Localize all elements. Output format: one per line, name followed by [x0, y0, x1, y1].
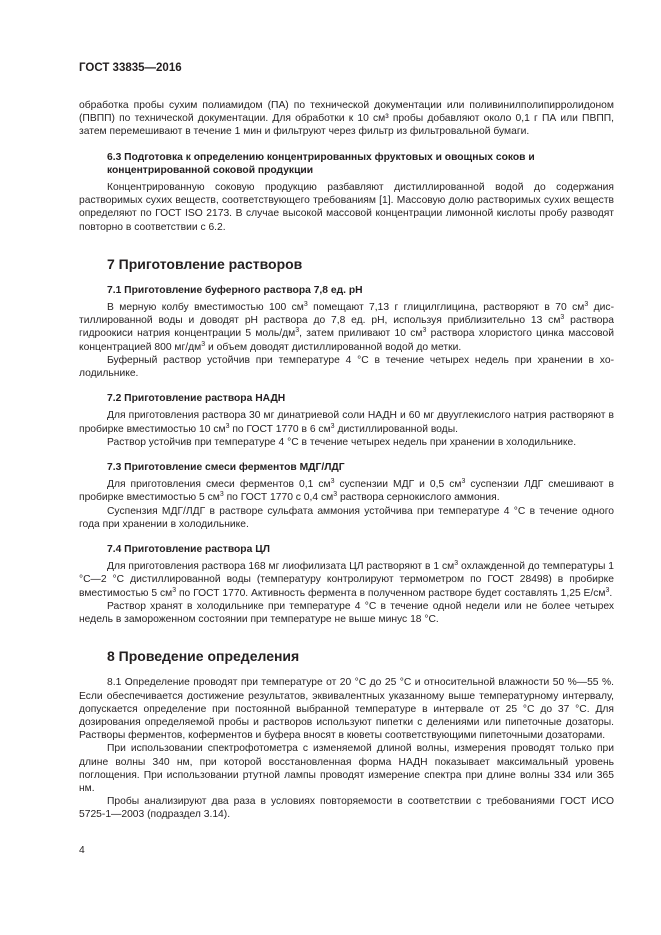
section-8-paragraph-2: При использовании спектрофотометра с изменяемой длиной волны, измерения проводят только при длине волны 340 нм, при которой восстановленная форма НАДН показывает максимальный уровень поглощения. При использовании ртутной лампы проводят измерение спектра при длине волны 334 или 365 нм. — [79, 743, 614, 794]
section-7-1-paragraph-2: Буферный раствор устойчив при температуре 4 °С в течение четырех недель при хранении в холодильнике. — [79, 354, 614, 380]
section-7-1-title: 7.1 Приготовление буферного раствора 7,8 ед. pH — [107, 284, 363, 296]
section-6-3-paragraph: Концентрированную соковую продукцию разбавляют дистиллированной водой до содержания растворимых сухих веществ, соответствующего требованиям [1]. Массовую долю растворимых сухих веществ определяют по ГОСТ ISO 2173. В случае высокой массовой концентрации лимонной кислоты пробу разводят повторно в соответствии с 6.2. — [79, 182, 614, 233]
section-7-4-paragraph-2: Раствор хранят в холодильнике при температуре 4 °С в течение одной недели или не более четырех недель в замороженном состоянии при температуре не выше минус 18 °С. — [79, 600, 614, 626]
document-page — [79, 62, 614, 822]
page-number: 4 — [79, 845, 85, 856]
section-7-2-title: 7.2 Приготовление раствора НАДН — [107, 393, 286, 405]
section-7-3-paragraph-1: Для приготовления смеси ферментов 0,1 $см^3$ суспензии МДГ и 0,5 $см^3$ суспензии ЛДГ смешивают в пробирке вместимостью 5 $см^3$ по ГОСТ 1770 с 0,4 $см^3$ раствора сернокислого аммония. — [79, 478, 614, 504]
section-7-3-title: 7.3 Приготовление смеси ферментов МДГ/ЛДГ — [107, 462, 345, 474]
section-7-4-paragraph-1: Для приготовления раствора 168 мг лиофилизата ЦЛ растворяют в 1 $см^3$ охлажденной до температуры 1 °С—2 °С дистиллированной воды (температуру контролируют термометром по ГОСТ 28498) в пробирке вместимостью 5 $см^3$ по ГОСТ 1770. Активность фермента в полученном растворе будет составлять 1,25 $Е/см^3$. — [79, 560, 614, 599]
section-8-paragraph-3: Пробы анализируют два раза в условиях повторяемости в соответствии с требованиями ГОСТ ИСО 5725-1—2003 (подраздел 3.14). — [79, 796, 614, 821]
section-7-2-paragraph-1: Для приготовления раствора 30 мг динатриевой соли НАДН и 60 мг двууглекислого натрия растворяют в пробирке вместимостью 10 $см^3$ по ГОСТ 1770 в 6 $см^3$ дистиллированной воды. — [79, 410, 614, 435]
section-7-3-paragraph-2: Суспензия МДГ/ЛДГ в растворе сульфата аммония устойчива при температуре 4 °С в течение одного года при хранении в холодильнике. — [79, 505, 614, 530]
section-8-title: 8 Проведение определения — [107, 648, 300, 665]
intro-paragraph: обработка пробы сухим полиамидом (ПА) по технической документации или поливинилполипирролидоном (ПВПП) по технической документации. Для обработки к 10 см³ пробы добавляют около 0,1 г ПА или ПВПП, затем перемешивают в течение 1 мин и фильтруют через фильтр из фильтровальной бумаги. — [79, 100, 614, 138]
document-header: ГОСТ 33835—2016 — [79, 62, 182, 74]
section-7-2-paragraph-2: Раствор устойчив при температуре 4 °С в течение четырех недель при хранении в холодильнике. — [107, 436, 577, 448]
section-7-1-paragraph-1: В мерную колбу вместимостью 100 $см^3$ помещают 7,13 г глицилглицина, растворяют в 70 $см^3$ дистиллированной воды и доводят pH раствора до 7,8 ед. pH, используя приблизительно 13 $см^3$ раствора гидроокиси натрия концентрации 5 моль/$дм^3$, затем приливают 10 $см^3$ раствора хлористого цинка массовой концентрацией 800 $мг/дм^3$ и объем доводят дистиллированной водой до метки. — [79, 301, 615, 353]
section-8-paragraph-1: 8.1 Определение проводят при температуре от 20 °С до 25 °С и относительной влажности 50 %—55 %. Если обеспечивается достижение результатов, эквивалентных указанному выше температурному интервалу, допускается определение при постоянной выбранной температуре в интервале от 25 °С до 37 °С. Для дозирования определяемой пробы и растворов используют пипетки с делениями или пипеточные дозаторы. Растворы ферментов, коферментов и буфера вносят в кюветы соответствующими пипеточными дозаторами. — [79, 677, 614, 742]
section-6-3-title: 6.3 Подготовка к определению концентрированных фруктовых и овощных соков и концентрированной соковой продукции — [107, 151, 535, 176]
section-7-title: 7 Приготовление растворов — [107, 255, 303, 272]
section-7-4-title: 7.4 Приготовление раствора ЦЛ — [107, 544, 270, 556]
